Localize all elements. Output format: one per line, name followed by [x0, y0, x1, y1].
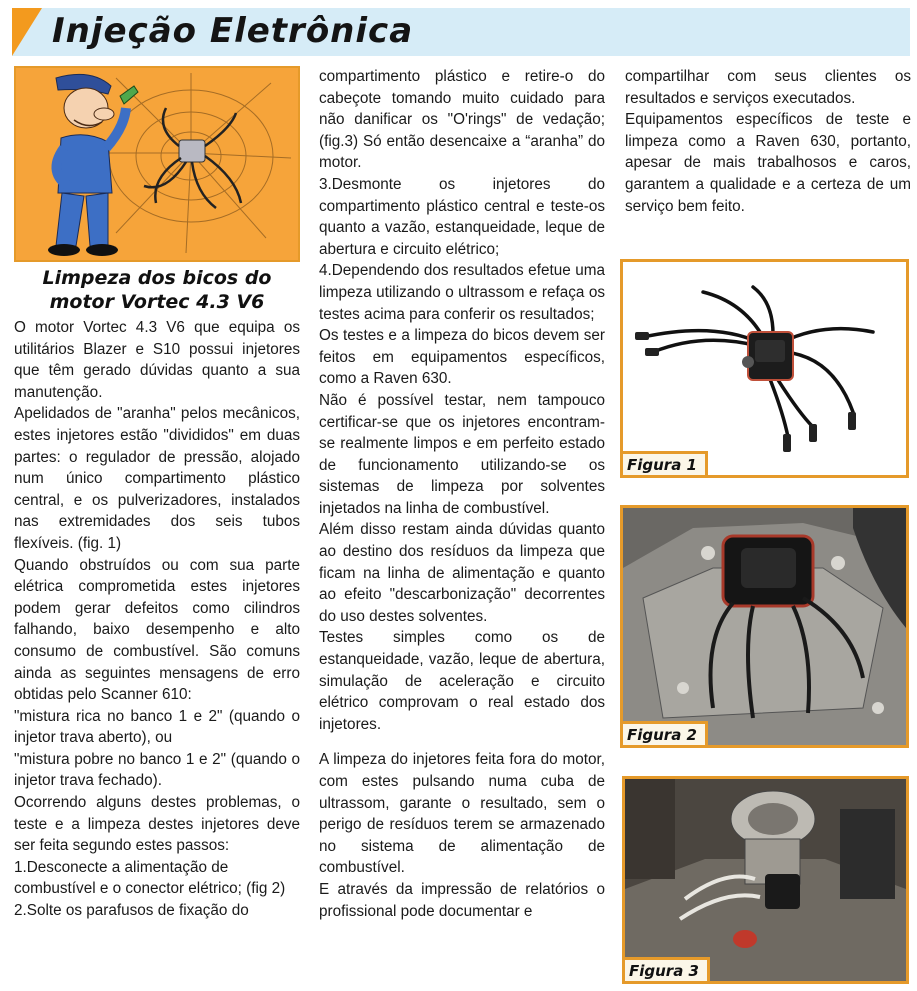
paragraph: "mistura rica no banco 1 e 2" (quando o injetor trava aberto), ou: [14, 707, 300, 747]
cartoon-illustration: [14, 66, 300, 262]
article-subtitle: [14, 266, 300, 314]
paragraph-spacer: [319, 735, 605, 749]
paragraph: E através da impressão de relatórios o profissional pode documentar e: [319, 880, 605, 920]
paragraph: 3.Desmonte os injetores do compartimento plástico central e teste-os quanto a vazão, estanqueidade, leque de abertura e circuito elétrico;: [319, 175, 605, 258]
figure-3-engine-photo: [622, 776, 909, 984]
paragraph: Não é possível testar, nem tampouco certificar-se que os injetores encontram-se realmente limpos e em perfeito estado de funcionamento utilizando-se os sistemas de limpeza por solventes injetados na linha de combustível.: [319, 391, 605, 517]
figure-1-caption: Figura 1: [623, 451, 708, 475]
paragraph: Ocorrendo alguns destes problemas, o teste e a limpeza destes injetores deve ser feita segundo estes passos:: [14, 794, 300, 855]
figure-2-engine-photo: [620, 505, 909, 748]
paragraph: Além disso restam ainda dúvidas quanto ao destino dos resíduos da limpeza que ficam na linha de alimentação e quanto ao efeito "descarbonização" decorrentes do uso destes solventes.: [319, 521, 605, 625]
paragraph: 1.Desconecte a alimentação de combustível e o conector elétrico; (fig 2): [14, 858, 286, 898]
article-column-3: [625, 66, 911, 217]
paragraph: Quando obstruídos ou com sua parte elétrica comprometida estes injetores podem gerar defeitos como cilindros falhando, baixo desempenho e alto consumo de combustível. São comuns ainda as seguintes mensagens de erro obtidas pelo Scanner 610:: [14, 556, 300, 704]
figure-1-injector-photo: [620, 259, 909, 478]
paragraph: A limpeza do injetores feita fora do motor, com estes pulsando numa cuba de ultrassom, garante o resultado, sem o perigo de resíduos terem se armazenado no sistema de alimentação de combustível.: [319, 751, 605, 877]
paragraph: 2.Solte os parafusos de fixação do: [14, 902, 249, 920]
header-accent-triangle: [12, 8, 42, 56]
paragraph: compartimento plástico e retire-o do cabeçote tomando muito cuidado para não danificar os "O'rings" de vedação; (fig.3) Só então desencaixe a “aranha” do motor.: [319, 68, 605, 172]
paragraph: "mistura pobre no banco 1 e 2" (quando o injetor trava fechado).: [14, 750, 300, 790]
paragraph: Apelidados de "aranha" pelos mecânicos, estes injetores estão "divididos" em duas partes: o regulador de pressão, alojado num único compartimento plástico central, e os pulverizadores, instalados nas extremidades dos seis tubos flexíveis. (fig. 1): [14, 405, 300, 552]
paragraph: O motor Vortec 4.3 V6 que equipa os utilitários Blazer e S10 possui injetores que têm gerado dúvidas quanto a sua manutenção.: [14, 319, 300, 401]
paragraph: Equipamentos específicos de teste e limpeza como a Raven 630, portanto, apesar de mais trabalhosos e caros, garantem a qualidade e a certeza de um serviço bem feito.: [625, 111, 911, 215]
page-header: [12, 8, 910, 56]
paragraph: Testes simples como os de estanqueidade, vazão, leque de abertura, simulação de aceleração e circuito elétrico comprovam o real estado dos injetores.: [319, 629, 605, 733]
figure-2-caption: Figura 2: [623, 721, 708, 745]
paragraph: compartilhar com seus clientes os resultados e serviços executados.: [625, 68, 911, 107]
article-subtitle-line2: motor Vortec 4.3 V6: [49, 291, 265, 313]
article-subtitle-line1: Limpeza dos bicos do: [42, 267, 272, 289]
paragraph: 4.Dependendo dos resultados efetue uma limpeza utilizando o ultrassom e refaça os testes acima para conferir os resultados;: [319, 262, 605, 323]
article-column-2: [319, 66, 605, 922]
paragraph: Os testes e a limpeza do bicos devem ser feitos em equipamentos específicos, como a Raven 630.: [319, 327, 605, 388]
article-column-1: [14, 66, 300, 922]
page-title: Injeção Eletrônica: [52, 11, 414, 51]
figure-3-caption: Figura 3: [625, 957, 710, 981]
